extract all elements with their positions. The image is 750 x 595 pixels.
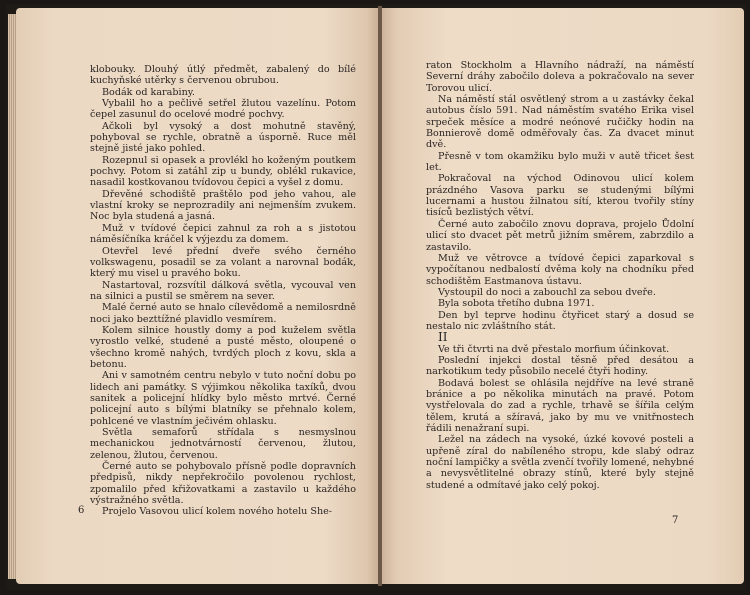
paragraph: Bodák od karabiny. xyxy=(102,86,195,98)
paragraph: Ve tři čtvrti na dvě přestalo morfium účinkovat. xyxy=(438,343,670,355)
paragraph: Projelo Vasovou ulicí kolem nového hotelu She- xyxy=(102,506,333,518)
open-book xyxy=(6,4,746,590)
paragraph: Přesně v tom okamžiku bylo muži v autě třicet šest let. xyxy=(426,150,694,174)
paragraph: Pokračoval na východ Odinovou ulicí kolem prázdného Vasova parku se studenými bílými lucernami a hustou žilnatou sítí, kterou tvořily stíny tisíců bezlistých větví. xyxy=(426,173,694,219)
paragraph: Ani v samotném centru nebylo v tuto noční dobu po lidech ani památky. S výjimkou několika taxíků, dvou sanitek a policejní hlídky bylo město mrtvé. Černé policejní auto s bílými blatníky se přehnalo kolem, pohlcené ve vlastním ječivém ohlasku. xyxy=(90,370,356,427)
paragraph: Byla sobota třetího dubna 1971. xyxy=(438,298,595,310)
right-page-text xyxy=(426,60,694,491)
paragraph: Den byl teprve hodinu čtyřicet starý a dosud se nestalo nic zvláštního stát. xyxy=(426,309,694,332)
paragraph: Bodavá bolest se ohlásila nejdříve na levé straně bránice a po několika minutách na pravé. Potom vystřelovala do zad a rychle, trhavě se šířila celým tělem, krutá a sžíravá, jako by mu ve vnitřnostech řádili nenažraní supi. xyxy=(426,377,694,434)
paragraph: Ačkoli byl vysoký a dost mohutně stavěný, pohyboval se rychle, obratně a úsporně. Ruce měl stejně jisté jako pohled. xyxy=(90,120,356,155)
paragraph: Kolem silnice houstly domy a pod kuželem světla vyrostlo velké, studené a pusté město, oloupené o všechno kromě nahých, tvrdých ploch z kovu, skla a betonu. xyxy=(90,324,356,370)
left-page xyxy=(16,8,378,584)
paragraph: Otevřel levé přední dveře svého černého volkswagenu, posadil se za volant a narovnal bodák, který mu visel u pravého boku. xyxy=(90,245,356,280)
paragraph: Dřevěné schodiště praštělo pod jeho vahou, ale vlastní kroky se neprozradily ani nejmenším zvukem. Noc byla studená a jasná. xyxy=(90,188,356,223)
paragraph: Muž v tvídové čepici zahnul za roh a s jistotou náměsíčníka kráčel k výjezdu za domem. xyxy=(90,222,356,246)
paragraph: Poslední injekci dostal těsně před desátou a narkotikum tedy působilo necelé čtyři hodiny. xyxy=(426,354,694,378)
chapter-heading: II xyxy=(438,330,448,345)
paragraph: Světla semaforů střídala s nesmyslnou mechanickou jednotvárností červenou, žlutou, zelenou, žlutou, červenou. xyxy=(90,427,356,461)
paragraph: Vybalil ho a pečlivě setřel žlutou vazelínu. Potom čepel zasunul do ocelové modré pochvy. xyxy=(90,98,356,121)
paragraph: Vystoupil do noci a zabouchl za sebou dveře. xyxy=(438,286,656,298)
paragraph: klobouky. Dlouhý útlý předmět, zabalený do bílé kuchyňské utěrky s červenou obrubou. xyxy=(90,64,356,87)
paragraph: Rozepnul si opasek a provlékl ho koženým poutkem pochvy. Potom si zatáhl zip u bundy, oblékl rukavice, nasadil kostkovanou tvídovou čepici a vyšel z domu. xyxy=(90,154,356,189)
paragraph: Na náměstí stál osvětlený strom a u zastávky čekal autobus číslo 591. Nad náměstím svatého Erika visel srpeček měsíce a modré neónové ručičky hodin na Bonnierově domě odměřovaly čas. Za dvacet minut dvě. xyxy=(426,94,694,151)
paragraph: Nastartoval, rozsvítil dálková světla, vycouval ven na silnici a pustil se směrem na sever. xyxy=(90,279,356,302)
paragraph: raton Stockholm a Hlavního nádraží, na náměstí Severní dráhy zabočilo doleva a pokračovalo na sever Torovou ulicí. xyxy=(426,60,694,94)
paragraph: Černé auto se pohybovalo přísně podle dopravních předpisů, nikdy nepřekročilo povolenou rychlost, zpomalilo před křižovatkami a zastavilo u každého výstražného světla. xyxy=(90,461,356,507)
page-edges xyxy=(8,14,16,579)
paragraph: Muž ve větrovce a tvídové čepici zaparkoval s vypočítanou nedbalostí dvěma koly na chodníku před schodištěm Eastmanova ústavu. xyxy=(426,252,694,287)
paragraph: Ležel na zádech na vysoké, úzké kovové posteli a upřeně zíral do nabíleného stropu, kde slabý odraz noční lampičky a světla zvenčí tvořily lomené, nehybné a nevysvětlitelné obrazy stínů, které byly stejně studené a odmítavé jako celý pokoj. xyxy=(426,434,694,491)
right-page xyxy=(382,8,744,584)
left-page-text xyxy=(90,64,356,518)
page-number: 7 xyxy=(672,515,679,526)
page-number: 6 xyxy=(78,505,85,516)
paragraph: Malé černé auto se hnalo cílevědomě a nemilosrdně noci jako bezttížné plavidlo vesmírem. xyxy=(90,302,356,325)
paragraph: Černé auto zabočilo znovu doprava, projelo Ůdolní ulicí sto dvacet pět metrů jižním směrem, zabrzdilo a zastavilo. xyxy=(426,218,694,253)
